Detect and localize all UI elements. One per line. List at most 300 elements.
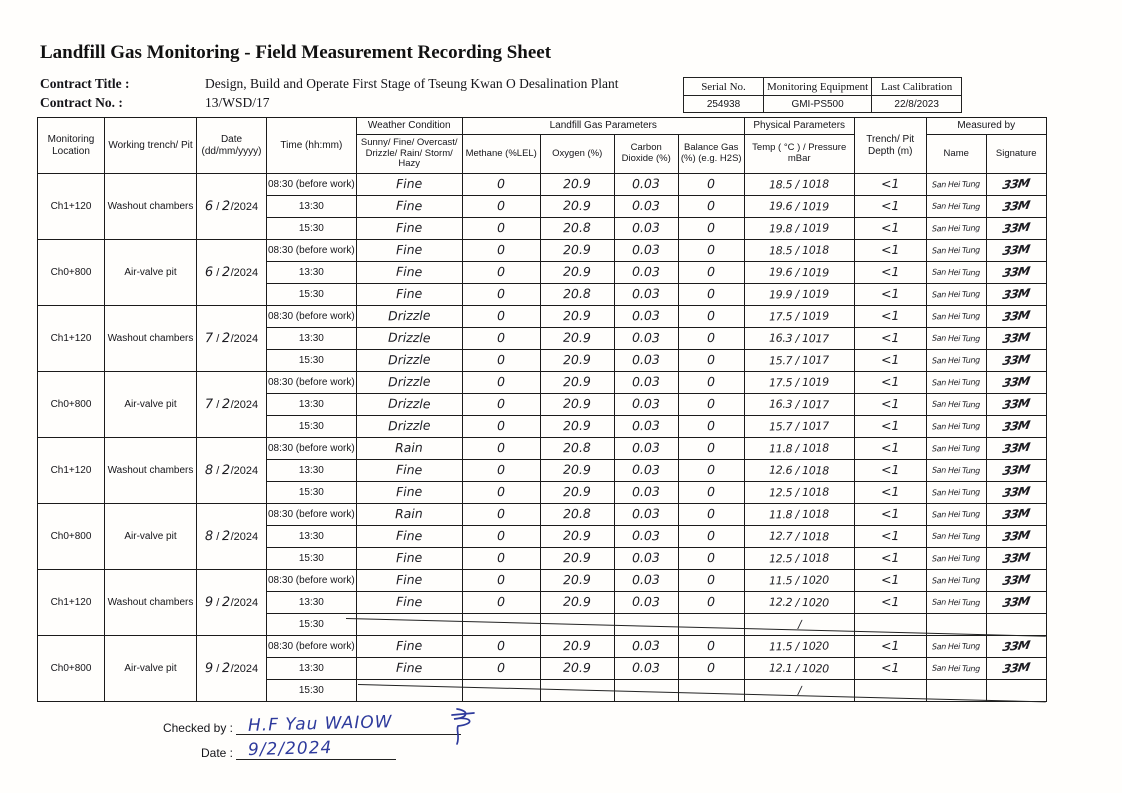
monitoring-table: [37, 117, 1047, 702]
cell-working-trench: Washout chambers: [105, 174, 197, 240]
cell-co2: 0.03: [614, 658, 678, 680]
cell-co2: 0.03: [614, 372, 678, 394]
contract-no-label: Contract No. :: [40, 95, 123, 110]
group-header-weather: Weather Condition: [356, 118, 462, 135]
cell-methane: 0: [462, 174, 540, 196]
cell-temp-pressure: 16.3 / 1017: [744, 394, 854, 416]
cell-signature: 33M: [986, 416, 1046, 438]
cell-balance-gas: 0: [678, 504, 744, 526]
cell-oxygen: 20.9: [540, 658, 614, 680]
cell-co2: 0.03: [614, 438, 678, 460]
cell-working-trench: Air-valve pit: [105, 636, 197, 702]
cell-methane: [462, 614, 540, 636]
cell-signature: 33M: [986, 372, 1046, 394]
cell-temp-pressure: 19.9 / 1019: [744, 284, 854, 306]
cell-oxygen: 20.9: [540, 350, 614, 372]
col-header-methane: Methane (%LEL): [462, 135, 540, 174]
cell-time: 15:30: [267, 680, 357, 702]
cell-signature: [986, 614, 1046, 636]
cell-co2: 0.03: [614, 240, 678, 262]
date-row: [148, 739, 461, 764]
cell-oxygen: 20.9: [540, 196, 614, 218]
last-calibration-value: 22/8/2023: [872, 96, 962, 113]
cell-balance-gas: 0: [678, 416, 744, 438]
cell-methane: 0: [462, 416, 540, 438]
cell-temp-pressure: 12.5 / 1018: [744, 548, 854, 570]
cell-oxygen: 20.9: [540, 416, 614, 438]
cell-weather: [356, 614, 462, 636]
cell-depth: <1: [854, 548, 926, 570]
cell-co2: 0.03: [614, 636, 678, 658]
cell-date: 8 / 2/2024: [197, 438, 267, 504]
cell-depth: <1: [854, 592, 926, 614]
cell-temp-pressure: 19.6 / 1019: [744, 196, 854, 218]
cell-depth: <1: [854, 504, 926, 526]
cell-methane: 0: [462, 548, 540, 570]
cell-methane: 0: [462, 504, 540, 526]
cell-co2: 0.03: [614, 394, 678, 416]
cell-name: San Hei Tung: [926, 218, 986, 240]
cell-methane: [462, 680, 540, 702]
cell-signature: 33M: [986, 284, 1046, 306]
cell-time: 13:30: [267, 460, 357, 482]
cell-temp-pressure: 17.5 / 1019: [744, 306, 854, 328]
cell-balance-gas: 0: [678, 262, 744, 284]
cell-time: 15:30: [267, 218, 357, 240]
cell-time: 13:30: [267, 262, 357, 284]
cell-signature: 33M: [986, 460, 1046, 482]
cell-name: San Hei Tung: [926, 372, 986, 394]
cell-temp-pressure: 19.6 / 1019: [744, 262, 854, 284]
cell-methane: 0: [462, 218, 540, 240]
table-row: [38, 240, 1047, 262]
footer: [148, 714, 461, 764]
cell-working-trench: Washout chambers: [105, 570, 197, 636]
cell-co2: 0.03: [614, 526, 678, 548]
cell-time: 13:30: [267, 592, 357, 614]
cell-name: San Hei Tung: [926, 504, 986, 526]
cell-oxygen: 20.8: [540, 438, 614, 460]
cell-weather: Fine: [356, 482, 462, 504]
cell-name: San Hei Tung: [926, 196, 986, 218]
cell-temp-pressure: 15.7 / 1017: [744, 350, 854, 372]
cell-monitoring-location: Ch0+800: [38, 240, 105, 306]
cell-monitoring-location: Ch1+120: [38, 174, 105, 240]
cell-depth: <1: [854, 526, 926, 548]
cell-weather: Drizzle: [356, 306, 462, 328]
cell-time: 08:30 (before work): [267, 174, 357, 196]
cell-co2: 0.03: [614, 570, 678, 592]
cell-oxygen: 20.9: [540, 482, 614, 504]
cell-name: San Hei Tung: [926, 284, 986, 306]
contract-title-value: Design, Build and Operate First Stage of Tseung Kwan O Desalination Plant: [205, 76, 619, 91]
cell-weather: Rain: [356, 504, 462, 526]
cell-name: San Hei Tung: [926, 570, 986, 592]
cell-temp-pressure: 12.6 / 1018: [744, 460, 854, 482]
cell-signature: 33M: [986, 548, 1046, 570]
cell-oxygen: 20.9: [540, 548, 614, 570]
cell-weather: Fine: [356, 548, 462, 570]
cell-time: 15:30: [267, 416, 357, 438]
cell-temp-pressure: 15.7 / 1017: [744, 416, 854, 438]
group-header-gas-parameters: Landfill Gas Parameters: [462, 118, 744, 135]
cell-date: 9 / 2/2024: [197, 636, 267, 702]
cell-monitoring-location: Ch1+120: [38, 306, 105, 372]
cell-name: San Hei Tung: [926, 394, 986, 416]
cell-oxygen: 20.9: [540, 460, 614, 482]
cell-co2: 0.03: [614, 262, 678, 284]
col-header-working-trench: Working trench/ Pit: [105, 118, 197, 174]
cell-name: San Hei Tung: [926, 416, 986, 438]
cell-balance-gas: 0: [678, 240, 744, 262]
group-header-measured-by: Measured by: [926, 118, 1046, 135]
cell-time: 08:30 (before work): [267, 240, 357, 262]
cell-depth: <1: [854, 394, 926, 416]
serial-no-header: Serial No.: [684, 78, 764, 96]
cell-signature: 33M: [986, 262, 1046, 284]
cell-weather: Drizzle: [356, 350, 462, 372]
cell-methane: 0: [462, 526, 540, 548]
cell-name: San Hei Tung: [926, 592, 986, 614]
cell-working-trench: Air-valve pit: [105, 372, 197, 438]
cell-oxygen: 20.9: [540, 240, 614, 262]
cell-date: 6 / 2/2024: [197, 174, 267, 240]
cell-name: San Hei Tung: [926, 306, 986, 328]
cell-weather: Drizzle: [356, 328, 462, 350]
date-value: 9/2/2024: [248, 737, 333, 761]
cell-signature: 33M: [986, 658, 1046, 680]
cell-balance-gas: 0: [678, 526, 744, 548]
col-header-depth: Trench/ Pit Depth (m): [854, 118, 926, 174]
col-header-co2: Carbon Dioxide (%): [614, 135, 678, 174]
cell-temp-pressure: 18.5 / 1018: [744, 174, 854, 196]
cell-monitoring-location: Ch1+120: [38, 438, 105, 504]
cell-depth: <1: [854, 636, 926, 658]
cell-methane: 0: [462, 482, 540, 504]
cell-balance-gas: 0: [678, 658, 744, 680]
cell-balance-gas: 0: [678, 284, 744, 306]
cell-signature: 33M: [986, 636, 1046, 658]
cell-temp-pressure: 19.8 / 1019: [744, 218, 854, 240]
cell-methane: 0: [462, 592, 540, 614]
cell-time: 15:30: [267, 614, 357, 636]
cell-signature: 33M: [986, 504, 1046, 526]
cell-methane: 0: [462, 372, 540, 394]
cell-depth: <1: [854, 658, 926, 680]
cell-temp-pressure: 12.7 / 1018: [744, 526, 854, 548]
serial-no-value: 254938: [684, 96, 764, 113]
cell-working-trench: Air-valve pit: [105, 240, 197, 306]
cell-depth: <1: [854, 174, 926, 196]
cell-oxygen: 20.9: [540, 570, 614, 592]
cell-weather: Rain: [356, 438, 462, 460]
cell-depth: <1: [854, 262, 926, 284]
cell-oxygen: 20.9: [540, 306, 614, 328]
cell-temp-pressure: 11.8 / 1018: [744, 504, 854, 526]
cell-depth: <1: [854, 240, 926, 262]
cell-weather: Drizzle: [356, 394, 462, 416]
cell-name: San Hei Tung: [926, 438, 986, 460]
cell-oxygen: 20.9: [540, 636, 614, 658]
cell-signature: 33M: [986, 394, 1046, 416]
cell-weather: Fine: [356, 658, 462, 680]
cell-temp-pressure: 11.5 / 1020: [744, 570, 854, 592]
cell-co2: 0.03: [614, 174, 678, 196]
cell-depth: <1: [854, 416, 926, 438]
cell-signature: 33M: [986, 526, 1046, 548]
cell-name: San Hei Tung: [926, 262, 986, 284]
cell-balance-gas: 0: [678, 438, 744, 460]
cell-balance-gas: 0: [678, 548, 744, 570]
cell-depth: <1: [854, 460, 926, 482]
cell-depth: <1: [854, 284, 926, 306]
cell-co2: 0.03: [614, 460, 678, 482]
cell-oxygen: 20.8: [540, 504, 614, 526]
cell-signature: 33M: [986, 174, 1046, 196]
cell-weather: Fine: [356, 174, 462, 196]
cell-working-trench: Air-valve pit: [105, 504, 197, 570]
cell-signature: 33M: [986, 570, 1046, 592]
cell-balance-gas: 0: [678, 174, 744, 196]
cell-oxygen: 20.9: [540, 174, 614, 196]
cell-monitoring-location: Ch0+800: [38, 372, 105, 438]
table-row: [38, 504, 1047, 526]
cell-weather: Fine: [356, 284, 462, 306]
cell-balance-gas: 0: [678, 460, 744, 482]
table-row: [38, 438, 1047, 460]
cell-name: San Hei Tung: [926, 240, 986, 262]
cell-temp-pressure: 12.2 / 1020: [744, 592, 854, 614]
cell-methane: 0: [462, 262, 540, 284]
cell-signature: 33M: [986, 196, 1046, 218]
cell-name: San Hei Tung: [926, 350, 986, 372]
cell-time: 08:30 (before work): [267, 306, 357, 328]
cell-temp-pressure: 16.3 / 1017: [744, 328, 854, 350]
cell-date: 6 / 2/2024: [197, 240, 267, 306]
cell-weather: Fine: [356, 262, 462, 284]
cell-time: 13:30: [267, 328, 357, 350]
cell-balance-gas: 0: [678, 350, 744, 372]
cell-name: San Hei Tung: [926, 658, 986, 680]
cell-date: 7 / 2/2024: [197, 372, 267, 438]
col-header-signature: Signature: [986, 135, 1046, 174]
cell-weather: Fine: [356, 570, 462, 592]
cell-time: 08:30 (before work): [267, 372, 357, 394]
col-header-date: Date (dd/mm/yyyy): [197, 118, 267, 174]
cell-name: San Hei Tung: [926, 482, 986, 504]
cell-depth: <1: [854, 372, 926, 394]
cell-time: 15:30: [267, 482, 357, 504]
monitoring-equipment-value: GMI-PS500: [764, 96, 872, 113]
cell-co2: 0.03: [614, 196, 678, 218]
cell-methane: 0: [462, 350, 540, 372]
cell-depth: <1: [854, 218, 926, 240]
table-row: [38, 636, 1047, 658]
cell-weather: Fine: [356, 460, 462, 482]
cell-balance-gas: 0: [678, 592, 744, 614]
cell-temp-pressure: /: [744, 680, 854, 702]
table-row: [38, 570, 1047, 592]
cell-oxygen: 20.9: [540, 262, 614, 284]
cell-oxygen: 20.9: [540, 592, 614, 614]
cell-depth: <1: [854, 328, 926, 350]
last-calibration-header: Last Calibration: [872, 78, 962, 96]
cell-name: San Hei Tung: [926, 526, 986, 548]
cell-signature: [986, 680, 1046, 702]
cell-methane: 0: [462, 284, 540, 306]
cell-temp-pressure: 12.5 / 1018: [744, 482, 854, 504]
cell-working-trench: Washout chambers: [105, 306, 197, 372]
checked-by-row: [148, 714, 461, 739]
cell-weather: Fine: [356, 240, 462, 262]
cell-monitoring-location: Ch0+800: [38, 636, 105, 702]
cell-time: 13:30: [267, 526, 357, 548]
cell-monitoring-location: Ch1+120: [38, 570, 105, 636]
contract-title-row: [40, 76, 619, 92]
cell-co2: 0.03: [614, 592, 678, 614]
cell-time: 15:30: [267, 350, 357, 372]
cell-co2: 0.03: [614, 306, 678, 328]
cell-oxygen: 20.8: [540, 218, 614, 240]
cell-depth: <1: [854, 438, 926, 460]
cell-oxygen: 20.9: [540, 328, 614, 350]
monitoring-equipment-header: Monitoring Equipment: [764, 78, 872, 96]
col-header-time: Time (hh:mm): [267, 118, 357, 174]
cell-time: 13:30: [267, 394, 357, 416]
cell-methane: 0: [462, 460, 540, 482]
cell-methane: 0: [462, 438, 540, 460]
cell-working-trench: Washout chambers: [105, 438, 197, 504]
cell-balance-gas: 0: [678, 328, 744, 350]
cell-co2: 0.03: [614, 284, 678, 306]
cell-co2: 0.03: [614, 504, 678, 526]
cell-temp-pressure: 11.8 / 1018: [744, 438, 854, 460]
cell-signature: 33M: [986, 328, 1046, 350]
table-row: [38, 372, 1047, 394]
cell-depth: <1: [854, 350, 926, 372]
cell-time: 13:30: [267, 658, 357, 680]
cell-depth: <1: [854, 196, 926, 218]
cell-depth: <1: [854, 306, 926, 328]
cell-temp-pressure: 17.5 / 1019: [744, 372, 854, 394]
cell-balance-gas: [678, 614, 744, 636]
cell-temp-pressure: 12.1 / 1020: [744, 658, 854, 680]
cell-depth: <1: [854, 570, 926, 592]
cell-time: 08:30 (before work): [267, 636, 357, 658]
cell-depth: <1: [854, 482, 926, 504]
cell-co2: 0.03: [614, 218, 678, 240]
contract-no-row: [40, 95, 270, 111]
cell-temp-pressure: 18.5 / 1018: [744, 240, 854, 262]
cell-balance-gas: 0: [678, 306, 744, 328]
checked-by-label: Checked by :: [162, 721, 233, 735]
cell-oxygen: 20.9: [540, 526, 614, 548]
col-header-name: Name: [926, 135, 986, 174]
cell-monitoring-location: Ch0+800: [38, 504, 105, 570]
cell-signature: 33M: [986, 482, 1046, 504]
cell-balance-gas: 0: [678, 482, 744, 504]
cell-methane: 0: [462, 636, 540, 658]
col-header-balance-gas: Balance Gas (%) (e.g. H2S): [678, 135, 744, 174]
page-title: Landfill Gas Monitoring - Field Measurement Recording Sheet: [40, 42, 552, 63]
group-header-physical-parameters: Physical Parameters: [744, 118, 854, 135]
contract-title-label: Contract Title :: [40, 76, 130, 91]
cell-oxygen: 20.9: [540, 394, 614, 416]
table-row: [38, 174, 1047, 196]
cell-signature: 33M: [986, 350, 1046, 372]
cell-methane: 0: [462, 394, 540, 416]
cell-co2: 0.03: [614, 548, 678, 570]
date-label: Date :: [200, 746, 233, 760]
cell-oxygen: 20.9: [540, 372, 614, 394]
cell-time: 08:30 (before work): [267, 438, 357, 460]
col-header-monitoring-location: Monitoring Location: [38, 118, 105, 174]
cell-balance-gas: 0: [678, 394, 744, 416]
cell-date: 8 / 2/2024: [197, 504, 267, 570]
col-header-oxygen: Oxygen (%): [540, 135, 614, 174]
checked-by-value: H.F Yau WAIOW: [248, 712, 394, 736]
cell-weather: Fine: [356, 196, 462, 218]
cell-methane: 0: [462, 240, 540, 262]
cell-temp-pressure: /: [744, 614, 854, 636]
col-header-weather-types: Sunny/ Fine/ Overcast/ Drizzle/ Rain/ Storm/ Hazy: [356, 135, 462, 174]
cell-methane: 0: [462, 658, 540, 680]
contract-no-value: 13/WSD/17: [205, 95, 270, 110]
cell-time: 15:30: [267, 284, 357, 306]
cell-name: San Hei Tung: [926, 548, 986, 570]
cell-time: 08:30 (before work): [267, 504, 357, 526]
cell-balance-gas: 0: [678, 196, 744, 218]
cell-date: 9 / 2/2024: [197, 570, 267, 636]
cell-balance-gas: [678, 680, 744, 702]
cell-name: San Hei Tung: [926, 460, 986, 482]
cell-methane: 0: [462, 328, 540, 350]
cell-balance-gas: 0: [678, 372, 744, 394]
cell-name: San Hei Tung: [926, 636, 986, 658]
cell-methane: 0: [462, 570, 540, 592]
cell-co2: 0.03: [614, 350, 678, 372]
cell-co2: 0.03: [614, 416, 678, 438]
cell-name: San Hei Tung: [926, 328, 986, 350]
cell-weather: Drizzle: [356, 416, 462, 438]
cell-weather: Drizzle: [356, 372, 462, 394]
cell-weather: Fine: [356, 526, 462, 548]
equipment-info-table: [683, 77, 962, 113]
cell-oxygen: 20.8: [540, 284, 614, 306]
cell-signature: 33M: [986, 592, 1046, 614]
cell-weather: Fine: [356, 218, 462, 240]
cell-time: 15:30: [267, 548, 357, 570]
cell-date: 7 / 2/2024: [197, 306, 267, 372]
cell-methane: 0: [462, 196, 540, 218]
table-row: [38, 306, 1047, 328]
col-header-temp-pressure: Temp ( °C ) / Pressure mBar: [744, 135, 854, 174]
cell-time: 08:30 (before work): [267, 570, 357, 592]
cell-name: San Hei Tung: [926, 174, 986, 196]
cell-weather: [356, 680, 462, 702]
cell-temp-pressure: 11.5 / 1020: [744, 636, 854, 658]
cell-weather: Fine: [356, 592, 462, 614]
cell-balance-gas: 0: [678, 636, 744, 658]
cell-signature: 33M: [986, 306, 1046, 328]
cell-co2: 0.03: [614, 482, 678, 504]
cell-time: 13:30: [267, 196, 357, 218]
cell-weather: Fine: [356, 636, 462, 658]
cell-signature: 33M: [986, 218, 1046, 240]
cell-signature: 33M: [986, 438, 1046, 460]
cell-balance-gas: 0: [678, 570, 744, 592]
cell-co2: 0.03: [614, 328, 678, 350]
